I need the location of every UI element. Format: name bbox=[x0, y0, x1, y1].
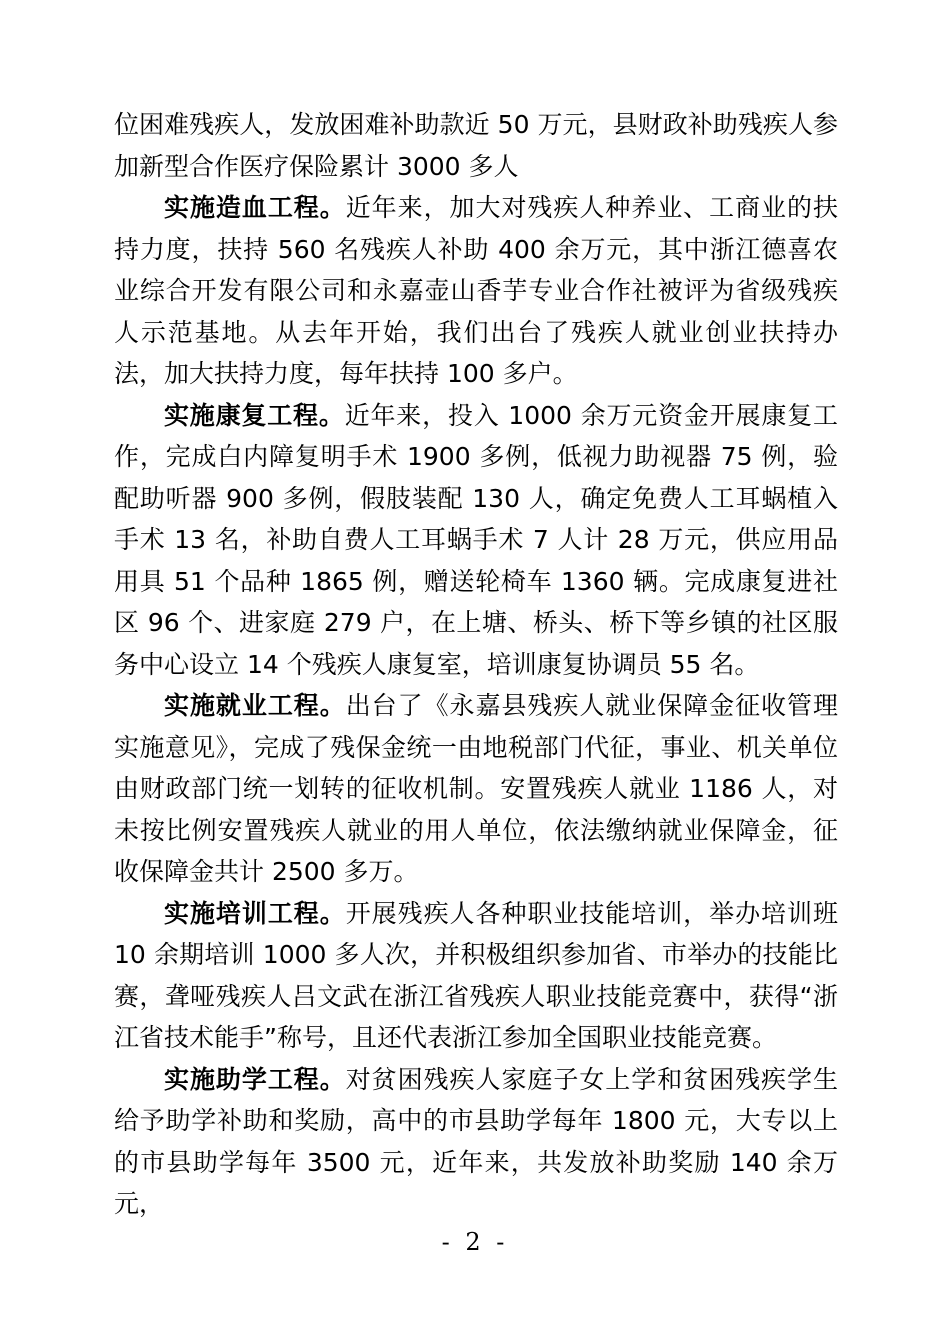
paragraph-continuation bbox=[114, 104, 838, 187]
paragraph-lead: 实施培训工程。 bbox=[164, 898, 346, 928]
paragraph-training-project bbox=[114, 893, 838, 1059]
paragraph-education-aid-project bbox=[114, 1059, 838, 1225]
document-body bbox=[114, 104, 838, 1225]
paragraph-rehabilitation-project bbox=[114, 395, 838, 686]
paragraph-lead: 实施造血工程。 bbox=[164, 193, 346, 222]
paragraph-lead: 实施助学工程。 bbox=[164, 1064, 346, 1094]
paragraph-text: 开展残疾人各种职业技能培训，举办培训班 10 余期培训 1000 多人次，并积极组织参加省、市举办的技能比赛，聋哑残疾人吕文武在浙江省残疾人职业技能竞赛中，获得“浙江省技术能手”称号，且还代表浙江参加全国职业技能竞赛。 bbox=[114, 898, 838, 1052]
paragraph-text: 位困难残疾人，发放困难补助款近 50 万元，县财政补助残疾人参加新型合作医疗保险累计 3000 多人 bbox=[114, 110, 838, 181]
paragraph-lead: 实施就业工程。 bbox=[164, 691, 346, 720]
paragraph-text: 近年来，投入 1000 余万元资金开展康复工作，完成白内障复明手术 1900 多例，低视力助视器 75 例，验配助听器 900 多例，假肢装配 130 人，确定免费人工耳蜗植入手术 13 名，补助自费人工耳蜗手术 7 人计 28 万元，供应用品用具 51 个品种 1865 例，赠送轮椅车 1360 辆。完成康复进社区 96 个、进家庭 279 户，在上塘、桥头、桥下等乡镇的社区服务中心设立 14 个残疾人康复室，培训康复协调员 55 名。 bbox=[114, 400, 838, 679]
paragraph-text: 近年来，加大对残疾人种养业、工商业的扶持力度，扶持 560 名残疾人补助 400 余万元，其中浙江德喜农业综合开发有限公司和永嘉壶山香芋专业合作社被评为省级残疾人示范基地。从去年开始，我们出台了残疾人就业创业扶持办法，加大扶持力度，每年扶持 100 多户。 bbox=[114, 193, 838, 388]
paragraph-blood-making-project bbox=[114, 187, 838, 395]
page-number: - 2 - bbox=[441, 1228, 509, 1256]
paragraph-text: 对贫困残疾人家庭子女上学和贫困残疾学生给予助学补助和奖励，高中的市县助学每年 1800 元，大专以上的市县助学每年 3500 元，近年来，共发放补助奖励 140 余万元， bbox=[114, 1064, 838, 1218]
paragraph-text: 出台了《永嘉县残疾人就业保障金征收管理实施意见》，完成了残保金统一由地税部门代征，事业、机关单位由财政部门统一划转的征收机制。安置残疾人就业 1186 人，对未按比例安置残疾人就业的用人单位，依法缴纳就业保障金，征收保障金共计 2500 多万。 bbox=[114, 691, 838, 886]
paragraph-lead: 实施康复工程。 bbox=[164, 400, 345, 430]
paragraph-employment-project bbox=[114, 685, 838, 893]
